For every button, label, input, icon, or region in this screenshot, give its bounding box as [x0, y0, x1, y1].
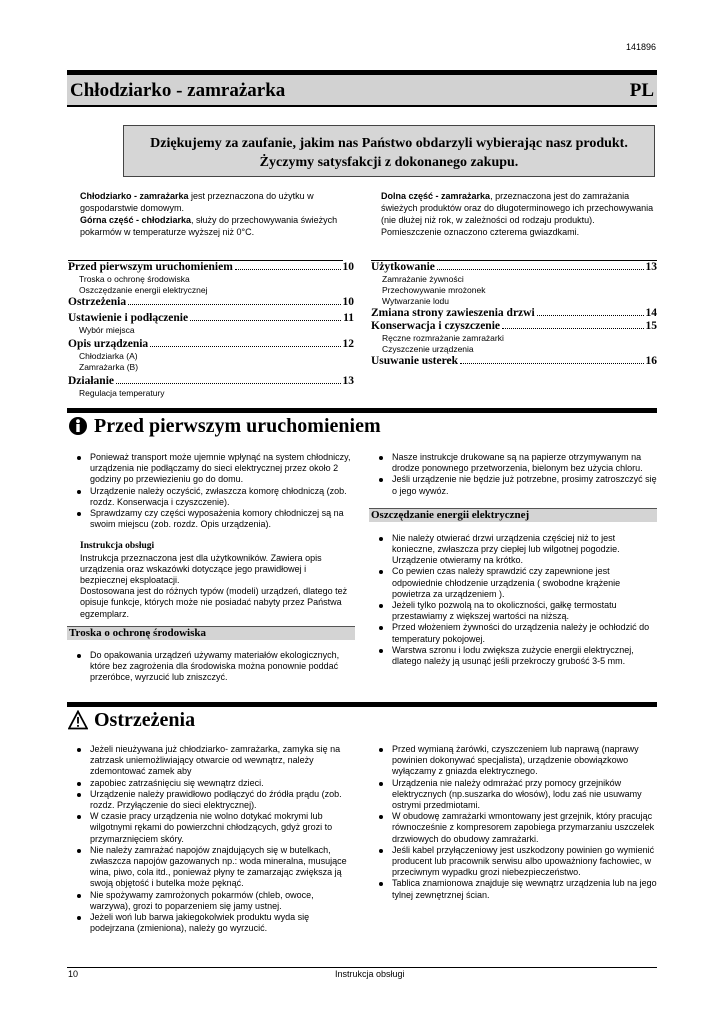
page-title-bar	[67, 70, 657, 107]
toc-entry[interactable]: Przed pierwszym uruchomieniem 10	[68, 261, 354, 273]
thanks-line-2: Życzymy satysfakcji z dokonanego zakupu.	[259, 155, 519, 170]
toc-entry[interactable]: Opis urządzenia 12	[68, 338, 354, 350]
list-item: zapobiec zatrzaśnięciu się wewnątrz dzieci.	[90, 778, 355, 789]
list-item: W czasie pracy urządzenia nie wolno dotykać mokrymi lub wilgotnymi rękami do powierzchni chłodzących, gdyż grozi to przymarznięciem skóry.	[90, 811, 355, 845]
list-item: Jeżeli nieużywana już chłodziarko- zamrażarka, zamyka się na zatrzask uniemożliwiający otwarcie od wewnątrz, należy zdemontować zamek aby	[90, 744, 355, 778]
info-icon	[68, 416, 88, 436]
list-item: Jeśli urządzenie nie będzie już potrzebne, prosimy zatroszczyć się o jego wywóz.	[392, 474, 657, 496]
language-code: PL	[629, 80, 654, 101]
bullet-list	[67, 744, 355, 934]
toc-entry[interactable]: Zmiana strony zawieszenia drzwi 14	[371, 307, 657, 319]
thanks-line-1: Dziękujemy za zaufanie, jakim nas Państwo obdarzyli wybierając nasz produkt.	[150, 136, 628, 151]
list-item: Sprawdzamy czy części wyposażenia komory chłodniczej są na swoim miejscu (zob. rozdz. Opis urządzenia).	[90, 508, 355, 530]
toc-subentry: Oszczędzanie energii elektrycznej	[79, 285, 208, 295]
toc-subentry: Wybór miejsca	[79, 325, 135, 335]
toc-subentry: Czyszczenie urządzenia	[382, 344, 474, 354]
toc-entry[interactable]: Konserwacja i czyszczenie 15	[371, 320, 657, 332]
list-item: Nie spożywamy zamrożonych pokarmów (chleb, owoce, warzywa), grozi to poparzeniem się jamy ustnej.	[90, 890, 355, 912]
list-item: Co pewien czas należy sprawdzić czy zapewnione jest odpowiednie chłodzenie urządzenia ( swobodne krążenie powietrza za urządzeniem ).	[392, 566, 657, 600]
bullet-list	[369, 452, 657, 497]
toc-entry[interactable]: Ostrzeżenia 10	[68, 296, 354, 308]
intro-paragraph: Chłodziarko - zamrażarka jest przeznaczona do użytku w gospodarstwie domowym.	[80, 191, 314, 213]
toc-subentry: Wytwarzanie lodu	[382, 296, 450, 306]
footer-divider	[67, 967, 657, 968]
list-item: Jeżeli tylko pozwolą na to okoliczności, gałkę termostatu przestawiamy z większej wartości na niższą.	[392, 600, 657, 622]
manual-text: Dostosowana jest do różnych typów (modeli) urządzeń, dlatego też opisuje funkcje, których może nie posiadać nabyty przez Państwa egzemplarz.	[80, 586, 348, 619]
toc-subentry: Przechowywanie mrożonek	[382, 285, 486, 295]
bullet-list	[369, 744, 657, 901]
toc-subentry: Troska o ochronę środowiska	[79, 274, 190, 284]
intro-left	[80, 190, 358, 238]
section-title: Przed pierwszym uruchomieniem	[94, 415, 381, 437]
document-number: 141896	[625, 42, 656, 52]
list-item: Urządzenia nie należy odmrażać przy pomocy grzejników elektrycznych (np.suszarka do włosów), lodu zaś nie usuwamy ostrymi przedmiotami.	[392, 778, 657, 812]
toc-entry[interactable]: Ustawienie i podłączenie 11	[68, 312, 354, 324]
toc-left	[68, 260, 354, 399]
intro-right	[381, 190, 657, 238]
toc-subentry: Chłodziarka (A)	[79, 351, 138, 361]
list-item: Nie należy zamrażać napojów znajdujących się w butelkach, zwłaszcza napojów gazowanych np.: woda mineralna, musujące wina, piwo, cola itd., ponieważ płyny te zamarzając zwiększa ją swoją objętość i butelka może pęknąć.	[90, 845, 355, 890]
section2-left-column	[67, 744, 355, 934]
subsection-heading: Oszczędzanie energii elektrycznej	[369, 508, 657, 522]
page-number: 10	[68, 969, 79, 979]
subsection-heading: Troska o ochronę środowiska	[67, 626, 355, 640]
toc-subentry: Zamrażanie żywności	[382, 274, 464, 284]
section1-left-column	[67, 452, 355, 683]
toc-subentry: Ręczne rozmrażanie zamrażarki	[382, 333, 504, 343]
list-item: Ponieważ transport może ujemnie wpłynąć na system chłodniczy, urządzenia nie podłączamy do sieci elektrycznej przez około 2 godziny po przewiezieniu go do domu.	[90, 452, 355, 486]
intro-paragraph: Dolna część - zamrażarka, przeznaczona jest do zamrażania świeżych produktów oraz do długoterminowego ich przechowywania (nie dłużej niż rok, w zależności od rodzaju produktu). Pomieszczenie oznaczono czterema gwiazdkami.	[381, 191, 654, 237]
toc-entry[interactable]: Użytkowanie 13	[371, 261, 657, 273]
warning-icon	[68, 710, 88, 730]
list-item: Do opakowania urządzeń używamy materiałów ekologicznych, które bez zagrożenia dla środowiska można ponownie poddać przeróbce, wyrzucić lub zniszczyć.	[90, 650, 355, 684]
list-item: Przed włożeniem żywności do urządzenia należy je ochłodzić do temperatury pokojowej.	[392, 622, 657, 644]
intro-paragraph: Górna część - chłodziarka, służy do przechowywania świeżych pokarmów w temperaturze wyższej niż 0°C.	[80, 215, 338, 237]
section-heading	[67, 702, 657, 731]
section-heading	[67, 408, 657, 437]
toc-subentry: Zamrażarka (B)	[79, 362, 139, 372]
list-item: Urządzenie należy oczyścić, zwłaszcza komorę chłodniczą (zob. rozdz. Konserwacja i czyszczenie).	[90, 486, 355, 508]
list-item: Nasze instrukcje drukowane są na papierze otrzymywanym na drodze ponownego przetworzenia, bielonym bez użycia chloru.	[392, 452, 657, 474]
section-title: Ostrzeżenia	[94, 709, 196, 731]
list-item: Nie należy otwierać drzwi urządzenia częściej niż to jest konieczne, zwłaszcza przy ciepłej lub wilgotnej pogodzie. Urządzenie otwieramy na krótko.	[392, 533, 657, 567]
section2-right-column	[369, 744, 657, 901]
section1-right-column	[369, 452, 657, 667]
list-item: Przed wymianą żarówki, czyszczeniem lub naprawą (naprawy powinien dokonywać specjalista), urządzenie obowiązkowo wyłączamy z gniazda elektrycznego.	[392, 744, 657, 778]
bullet-list	[67, 452, 355, 530]
list-item: Tablica znamionowa znajduje się wewnątrz urządzenia lub na jego tylnej zewnętrznej ścian.	[392, 878, 657, 900]
toc-entry[interactable]: Usuwanie usterek 16	[371, 355, 657, 367]
toc-entry[interactable]: Działanie 13	[68, 375, 354, 387]
list-item: Warstwa szronu i lodu zwiększa zużycie energii elektrycznej, dlatego należy ją usunąć jeśli przekroczy grubość 3-5 mm.	[392, 645, 657, 667]
list-item: Urządzenie należy prawidłowo podłączyć do źródła prądu (zob. rozdz. Przyłączenie do sieci elektrycznej).	[90, 789, 355, 811]
toc-right	[371, 260, 657, 368]
page-title: Chłodziarko - zamrażarka	[70, 80, 286, 101]
list-item: Jeśli kabel przyłączeniowy jest uszkodzony powinien go wymienić producent lub pracownik serwisu albo upoważniony fachowiec, w przeciwnym wypadku grozi niebezpieczeństwo.	[392, 845, 657, 879]
list-item: W obudowę zamrażarki wmontowany jest grzejnik, który pracując równocześnie z kompresorem zapobiega przymarzaniu uszczelek drzwiowych do obudowy zamrażarki.	[392, 811, 657, 845]
footer-title: Instrukcja obsługi	[335, 969, 405, 979]
bullet-list	[67, 650, 355, 684]
list-item: Jeżeli woń lub barwa jakiegokolwiek produktu wyda się podejrzana (zmieniona), należy go wyrzucić.	[90, 912, 355, 934]
manual-block	[67, 541, 355, 619]
manual-text: Instrukcja przeznaczona jest dla użytkowników. Zawiera opis urządzenia oraz wskazówki dotyczące jego prawidłowej i bezpiecznej eksploatacji.	[80, 552, 322, 586]
manual-title: Instrukcja obsługi	[80, 541, 155, 552]
toc-subentry: Regulacja temperatury	[79, 388, 165, 398]
bullet-list	[369, 533, 657, 667]
thanks-box	[123, 125, 655, 177]
